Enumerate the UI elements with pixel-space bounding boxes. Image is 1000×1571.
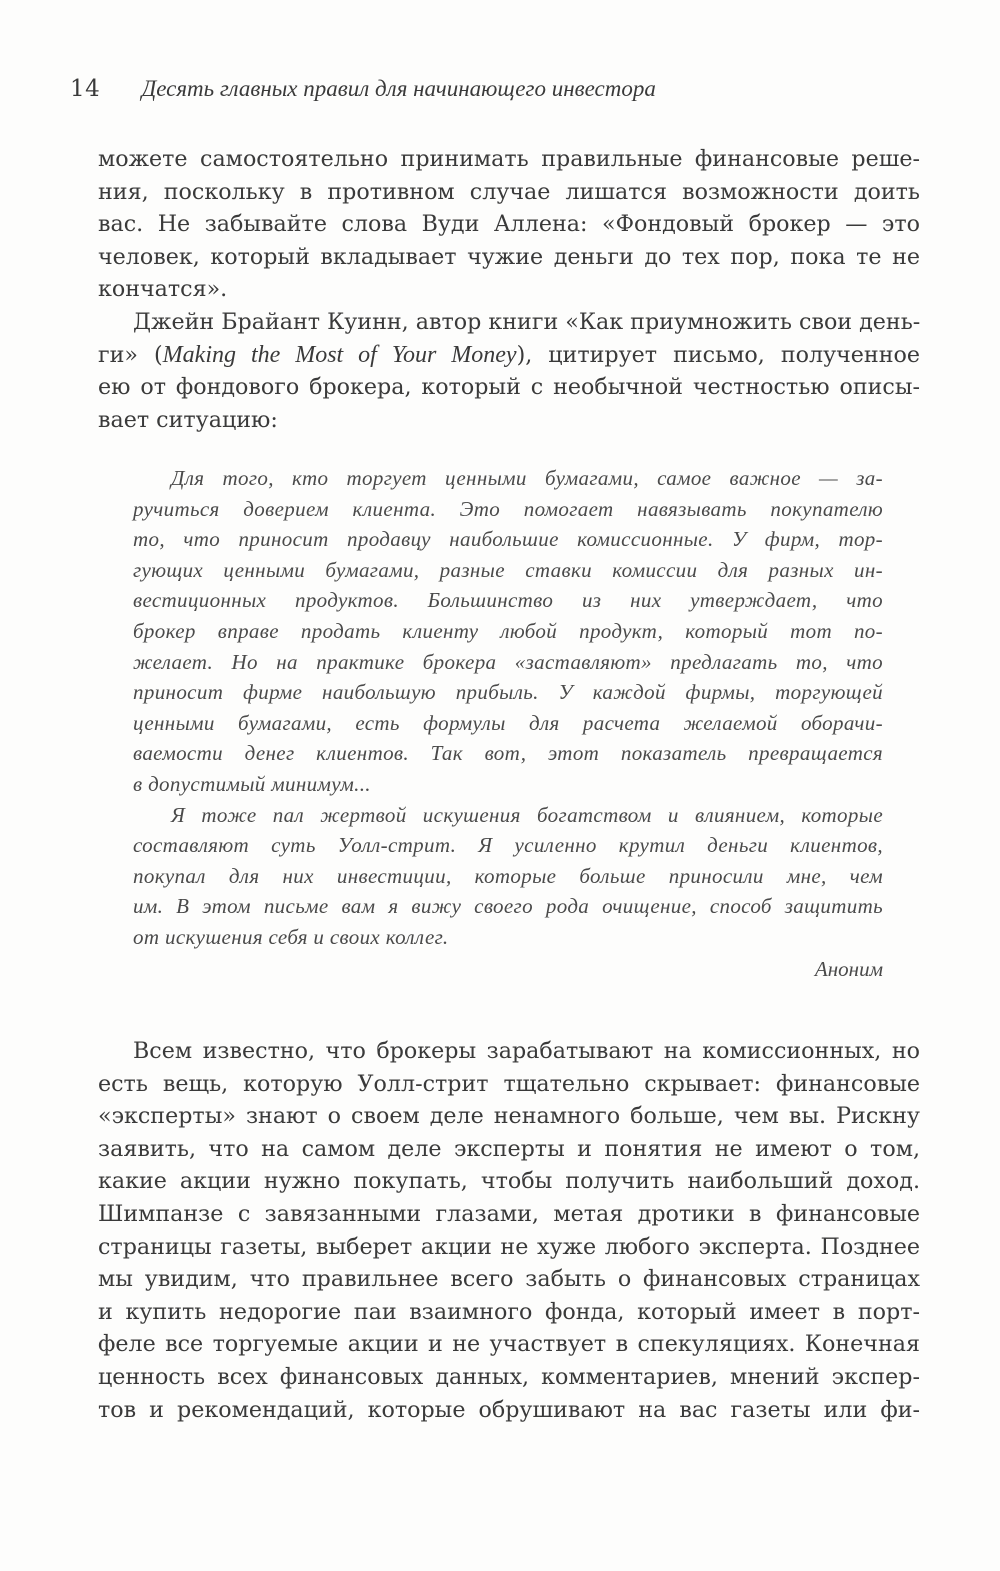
- text-line: страницы газеты, выберет акции не хуже любого эксперта. Позднее: [98, 1233, 920, 1260]
- quote-line: Для того, кто торгует ценными бумагами, самое важное — за-: [171, 466, 883, 490]
- quote-line: составляют суть Уолл-стрит. Я усиленно крутил деньги клиентов,: [133, 833, 883, 858]
- text-line: Шимпанзе с завязанными глазами, метая дротики в финансовые: [98, 1200, 920, 1227]
- text-line: тов и рекомендаций, которые обрушивают на вас газеты или фи-: [98, 1396, 920, 1423]
- text-line: ценность всех финансовых данных, комментариев, мнений экспер-: [98, 1363, 920, 1390]
- quote-line: то, что приносит продавцу наибольшие комиссионные. У фирм, тор-: [133, 527, 883, 552]
- text-line: Джейн Брайант Куинн, автор книги «Как приумножить свои день-: [133, 308, 921, 335]
- page-number: 14: [70, 76, 101, 102]
- text-line: ею от фондового брокера, который с необычной честностью описы-: [98, 374, 920, 401]
- quote-line: вестиционных продуктов. Большинство из них утверждает, что: [133, 588, 883, 613]
- quote-line: Я тоже пал жертвой искушения богатством и влиянием, которые: [171, 802, 883, 827]
- text-fragment: ги» (: [98, 341, 163, 368]
- text-line: Всем известно, что брокеры зарабатывают на комиссионных, но: [133, 1038, 920, 1064]
- quote-line: в допустимый минимум...: [133, 771, 371, 796]
- text-line: мы увидим, что правильнее всего забыть о финансовых страницах: [98, 1266, 920, 1293]
- body-text-bottom: [98, 1035, 920, 1426]
- quote-line: покупал для них инвестиции, которые больше приносили мне, чем: [133, 863, 883, 888]
- text-line: вает ситуацию:: [98, 406, 278, 433]
- text-line: человек, который вкладывает чужие деньги до тех пор, пока те не: [98, 243, 920, 270]
- text-fragment: ), цитирует письмо, полученное: [516, 341, 921, 368]
- running-header: [70, 72, 930, 106]
- text-line: «эксперты» знают о своем деле ненамного больше, чем вы. Рискну: [98, 1103, 920, 1130]
- quote-line: ценными бумагами, есть формулы для расчета желаемой оборачи-: [133, 710, 883, 735]
- text-line: феле все торгуемые акции и не участвует в спекуляциях. Конечная: [98, 1331, 920, 1358]
- running-title: Десять главных правил для начинающего инвестора: [141, 76, 656, 101]
- text-line: заявить, что на самом деле эксперты и понятия не имеют о том,: [98, 1135, 920, 1162]
- body-text-top: [98, 143, 920, 436]
- quote-line: приносит фирме наибольшую прибыль. У каждой фирмы, торгующей: [133, 680, 883, 705]
- quote-line: им. В этом письме вам я вижу своего рода очищение, способ защитить: [133, 894, 883, 919]
- quote-line: от искушения себя и своих коллег.: [133, 924, 449, 949]
- text-line: и купить недорогие паи взаимного фонда, который имеет в порт-: [98, 1298, 920, 1325]
- text-line: вас. Не забывайте слова Вуди Аллена: «Фондовый брокер — это: [98, 211, 920, 238]
- text-line: кончатся».: [98, 276, 228, 303]
- quote-line: ваемости денег клиентов. Так вот, этот показатель превращается: [133, 741, 883, 766]
- quote-signature: Аноним: [814, 956, 883, 981]
- text-line: есть вещь, которую Уолл-стрит тщательно скрывает: финансовые: [98, 1070, 920, 1097]
- text-line: ния, поскольку в противном случае лишатся возможности доить: [98, 178, 920, 205]
- quote-line: гующих ценными бумагами, разные ставки комиссии для разных ин-: [133, 557, 883, 582]
- quote-line: желает. Но на практике брокера «заставляют» предлагать то, что: [133, 649, 883, 674]
- text-line: можете самостоятельно принимать правильные финансовые реше-: [98, 146, 920, 172]
- text-line: какие акции нужно покупать, чтобы получить наибольший доход.: [98, 1168, 920, 1195]
- book-title-english: Making the Most of Your Money: [162, 341, 517, 368]
- quote-line: брокер вправе продать клиенту любой продукт, который тот по-: [133, 618, 883, 643]
- block-quote: [133, 463, 883, 984]
- quote-line: ручиться доверием клиента. Это помогает навязывать покупателю: [133, 496, 883, 521]
- text-line-with-title: [98, 339, 920, 372]
